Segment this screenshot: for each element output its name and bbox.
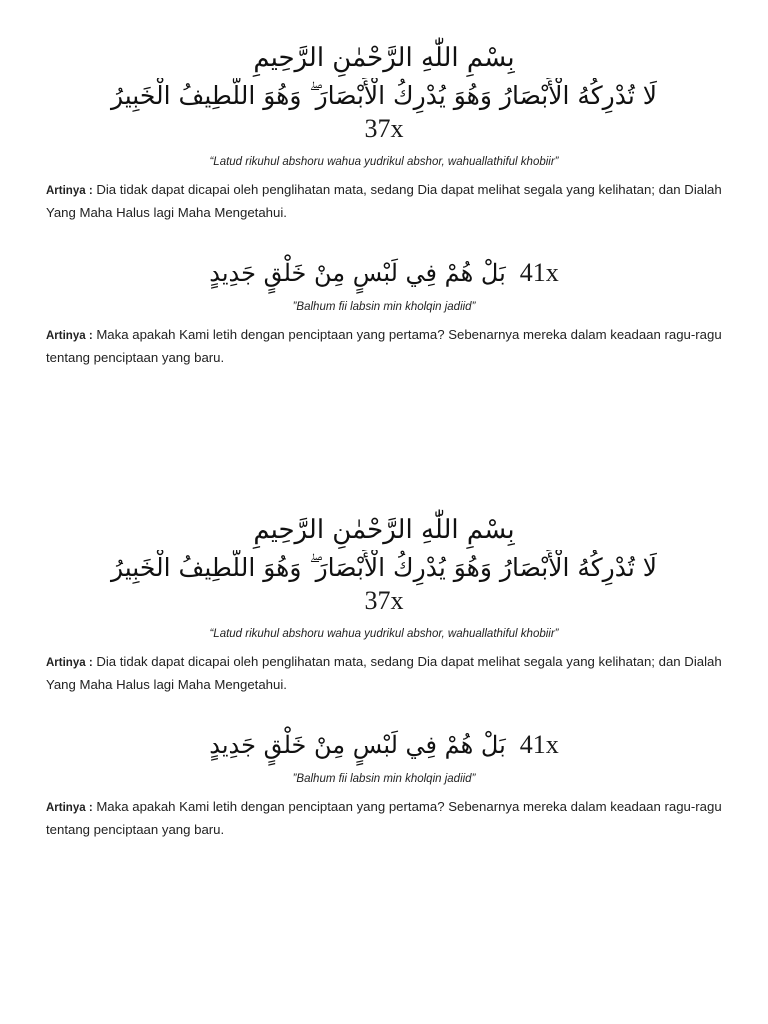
basmala-text: بِسْمِ اللّٰهِ الرَّحْمٰنِ الرَّحِيمِ — [253, 43, 515, 73]
dzikir-section — [0, 512, 768, 840]
translation-paragraph — [46, 324, 722, 368]
verse-arabic-text: لَا تُدْرِكُهُ الْأَبْصَارُ وَهُوَ يُدْرِكُ الْأَبْصَارَ ۖ وَهُوَ اللَّطِيفُ الْخَبِيرُ — [110, 81, 658, 110]
translation-paragraph — [46, 796, 722, 840]
verse-arabic-text: بَلْ هُمْ فِي لَبْسٍ مِنْ خَلْقٍ جَدِيدٍ — [209, 259, 506, 287]
translation-text: Dia tidak dapat dicapai oleh penglihatan mata, sedang Dia dapat melihat segala yang kelihatan; dan Dialah Yang Maha Halus lagi Maha Mengetahui. — [46, 654, 722, 692]
transliteration: ”Balhum fii labsin min kholqin jadiid” — [292, 301, 476, 313]
translation-text: Maka apakah Kami letih dengan penciptaan yang pertama? Sebenarnya mereka dalam keadaan ragu-ragu tentang penciptaan yang baru. — [46, 327, 722, 365]
transliteration: “Latud rikuhul abshoru wahua yudrikul abshor, wahuallathiful khobiir” — [209, 156, 559, 168]
translation-label: Artinya : — [46, 330, 93, 342]
translation-label: Artinya : — [46, 185, 93, 197]
repeat-count: 41x — [519, 730, 559, 759]
translation-paragraph — [46, 179, 722, 223]
repeat-count: 37x — [364, 114, 404, 143]
repeat-count: 41x — [519, 258, 559, 287]
repeat-count: 37x — [364, 586, 404, 615]
translation-paragraph — [46, 651, 722, 695]
translation-label: Artinya : — [46, 802, 93, 814]
verse-row — [0, 253, 768, 293]
transliteration: ”Balhum fii labsin min kholqin jadiid” — [292, 773, 476, 785]
transliteration: “Latud rikuhul abshoru wahua yudrikul abshor, wahuallathiful khobiir” — [209, 628, 559, 640]
translation-text: Dia tidak dapat dicapai oleh penglihatan mata, sedang Dia dapat melihat segala yang kelihatan; dan Dialah Yang Maha Halus lagi Maha Mengetahui. — [46, 182, 722, 220]
verse-arabic-text: لَا تُدْرِكُهُ الْأَبْصَارُ وَهُوَ يُدْرِكُ الْأَبْصَارَ ۖ وَهُوَ اللَّطِيفُ الْخَبِيرُ — [110, 553, 658, 582]
verse-arabic-text: بَلْ هُمْ فِي لَبْسٍ مِنْ خَلْقٍ جَدِيدٍ — [209, 731, 506, 759]
translation-text: Maka apakah Kami letih dengan penciptaan yang pertama? Sebenarnya mereka dalam keadaan ragu-ragu tentang penciptaan yang baru. — [46, 799, 722, 837]
translation-label: Artinya : — [46, 657, 93, 669]
verse-row — [0, 725, 768, 765]
basmala-text: بِسْمِ اللّٰهِ الرَّحْمٰنِ الرَّحِيمِ — [253, 515, 515, 545]
dzikir-section — [0, 40, 768, 368]
